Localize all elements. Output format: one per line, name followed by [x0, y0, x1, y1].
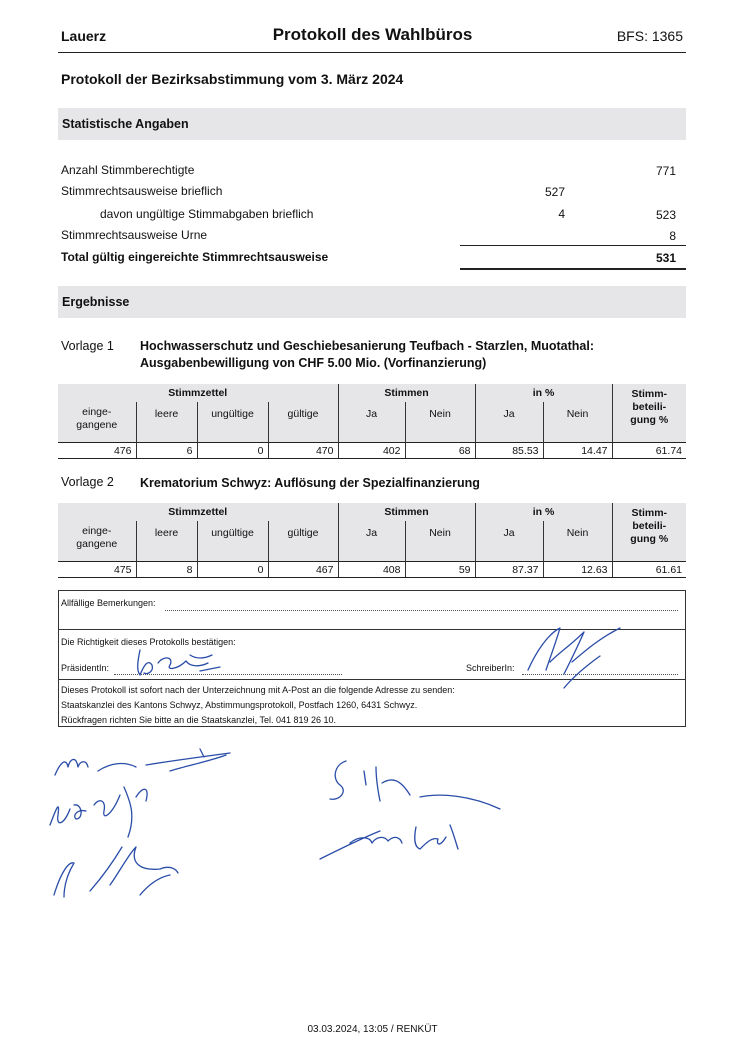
header-nein-pct: Nein: [543, 402, 612, 443]
cell-ja: 402: [338, 443, 405, 459]
header-leere: leere: [136, 402, 197, 443]
notice-line-2: Staatskanzlei des Kantons Schwyz, Abstimmungsprotokoll, Postfach 1260, 6431 Schwyz.: [61, 700, 418, 710]
cell-ja: 408: [338, 562, 405, 578]
vorlage-2-results-table: [58, 503, 686, 578]
remarks-line: [165, 609, 678, 611]
vorlage-1-title: Hochwasserschutz und Geschiebesanierung Teufbach - Starzlen, Muotathal: Ausgabenbewilligung von CHF 5.00 Mio. (Vorfinanzierung): [140, 339, 595, 370]
cell-nein: 68: [405, 443, 475, 459]
table-row: [58, 443, 686, 459]
cell-ungueltige: 0: [197, 443, 268, 459]
cell-ungueltige: 0: [197, 562, 268, 578]
stat-label-eligible: Anzahl Stimmberechtigte: [61, 163, 195, 177]
sum-rule: [460, 245, 686, 246]
header-stimmbeteiligung: Stimm- beteili- gung %: [612, 503, 686, 562]
municipality-name: Lauerz: [61, 28, 107, 44]
total-rule: [460, 268, 686, 270]
handwritten-signatures-right: [310, 755, 510, 865]
cell-ja-pct: 87.37: [475, 562, 543, 578]
header-stimmzettel: Stimmzettel: [58, 503, 338, 521]
stat-label-total: Total gültig eingereichte Stimmrechtsausweise: [61, 250, 329, 264]
stat-label-postal: Stimmrechtsausweise brieflich: [61, 184, 223, 198]
document-title: Protokoll des Wahlbüros: [272, 25, 473, 44]
header-stimmen: Stimmen: [338, 503, 475, 521]
header-ja: Ja: [338, 402, 405, 443]
footer-timestamp: 03.03.2024, 13:05 / RENKÜT: [307, 1024, 438, 1035]
cell-nein: 59: [405, 562, 475, 578]
header-eingegangene: einge- gangene: [58, 521, 136, 562]
cell-eingegangene: 476: [58, 443, 136, 459]
cell-leere: 8: [136, 562, 197, 578]
header-stimmzettel: Stimmzettel: [58, 384, 338, 402]
results-section-title: Ergebnisse: [62, 295, 130, 309]
stat-label-urn: Stimmrechtsausweise Urne: [61, 228, 208, 242]
header-gueltige: gültige: [268, 521, 338, 562]
vorlage-2-label: Vorlage 2: [61, 475, 114, 489]
stat-value-eligible: 771: [655, 164, 676, 178]
header-nein: Nein: [405, 521, 475, 562]
confirm-text: Die Richtigkeit dieses Protokolls bestätigen:: [61, 637, 236, 647]
stat-value-urn: 8: [669, 229, 676, 243]
stat-value-total: 531: [655, 251, 676, 265]
header-ungueltige: ungültige: [197, 521, 268, 562]
president-signature: [130, 645, 230, 685]
stats-section-header: [58, 108, 686, 140]
table-row: [58, 562, 686, 578]
header-divider: [58, 52, 686, 53]
remarks-label: Allfällige Bemerkungen:: [61, 598, 156, 608]
writer-label: SchreiberIn:: [466, 663, 515, 673]
header-leere: leere: [136, 521, 197, 562]
vorlage-2-title: Krematorium Schwyz: Auflösung der Spezialfinanzierung: [140, 476, 480, 490]
vote-subtitle: Protokoll der Bezirksabstimmung vom 3. März 2024: [61, 71, 404, 87]
header-in-percent: in %: [475, 384, 612, 402]
handwritten-signatures-left: [50, 745, 250, 915]
stat-mid-postal: 527: [544, 185, 565, 199]
header-gueltige: gültige: [268, 402, 338, 443]
cell-stimmbeteiligung: 61.61: [612, 562, 686, 578]
stats-section-title: Statistische Angaben: [62, 117, 189, 131]
header-eingegangene: einge- gangene: [58, 402, 136, 443]
cell-ja-pct: 85.53: [475, 443, 543, 459]
header-nein: Nein: [405, 402, 475, 443]
cell-leere: 6: [136, 443, 197, 459]
cell-gueltige: 467: [268, 562, 338, 578]
header-ja-pct: Ja: [475, 521, 543, 562]
vorlage-1-label: Vorlage 1: [61, 339, 114, 353]
cell-nein-pct: 12.63: [543, 562, 612, 578]
cell-nein-pct: 14.47: [543, 443, 612, 459]
header-ja: Ja: [338, 521, 405, 562]
writer-signature: [520, 622, 630, 692]
header-nein-pct: Nein: [543, 521, 612, 562]
results-section-header: [58, 286, 686, 318]
header-ungueltige: ungültige: [197, 402, 268, 443]
cell-eingegangene: 475: [58, 562, 136, 578]
vorlage-1-results-table: [58, 384, 686, 459]
cell-stimmbeteiligung: 61.74: [612, 443, 686, 459]
header-in-percent: in %: [475, 503, 612, 521]
header-ja-pct: Ja: [475, 402, 543, 443]
header-stimmbeteiligung: Stimm- beteili- gung %: [612, 384, 686, 443]
stat-value-valid-postal: 523: [655, 208, 676, 222]
notice-line-1: Dieses Protokoll ist sofort nach der Unterzeichnung mit A-Post an die folgende Adresse zu senden:: [61, 685, 455, 695]
notice-line-3: Rückfragen richten Sie bitte an die Staatskanzlei, Tel. 041 819 26 10.: [61, 715, 337, 725]
cell-gueltige: 470: [268, 443, 338, 459]
president-label: PräsidentIn:: [61, 663, 110, 673]
stat-mid-invalid-postal: 4: [558, 207, 565, 221]
stat-label-invalid-postal: davon ungültige Stimmabgaben brieflich: [100, 207, 314, 221]
bfs-number: BFS: 1365: [616, 28, 683, 44]
header-stimmen: Stimmen: [338, 384, 475, 402]
